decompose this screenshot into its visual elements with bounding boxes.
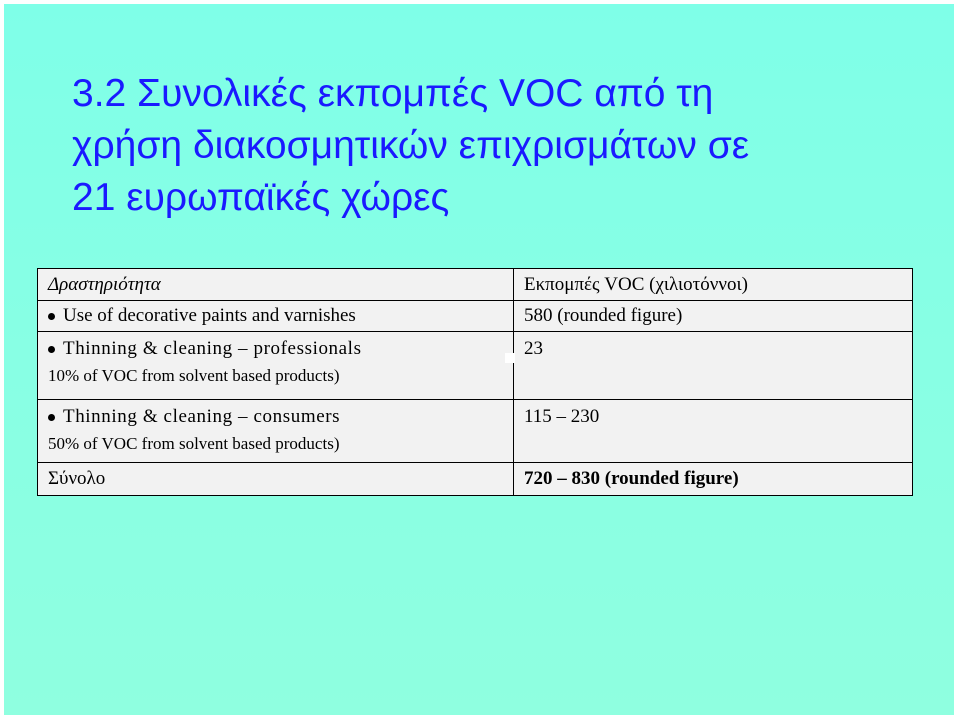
total-label: Σύνολο bbox=[38, 463, 514, 496]
table-header-row bbox=[38, 269, 913, 301]
header-activity: Δραστηριότητα bbox=[38, 269, 514, 301]
total-value: 720 – 830 (rounded figure) bbox=[514, 463, 913, 496]
voc-emissions-table bbox=[37, 268, 913, 496]
table-total-row bbox=[38, 463, 913, 496]
title-line-3: 21 ευρωπαϊκές χώρες bbox=[72, 176, 450, 219]
activity-note: 10% of VOC from solvent based products) bbox=[48, 366, 340, 385]
square-marker-icon bbox=[505, 353, 515, 363]
activity-label: Thinning & cleaning – professionals bbox=[63, 338, 362, 359]
bullet-dot-icon bbox=[48, 313, 55, 320]
activity-cell bbox=[38, 332, 514, 400]
table-row bbox=[38, 400, 913, 463]
activity-label: Thinning & cleaning – consumers bbox=[63, 406, 341, 427]
activity-cell bbox=[38, 400, 514, 463]
table-row bbox=[38, 301, 913, 332]
title-line-2: χρήση διακοσμητικών επιχρισμάτων σε bbox=[72, 124, 750, 167]
header-emissions: Εκπομπές VOC (χιλιοτόννοι) bbox=[514, 269, 913, 301]
value-cell: 23 bbox=[514, 332, 913, 400]
value-cell: 580 (rounded figure) bbox=[514, 301, 913, 332]
activity-note: 50% of VOC from solvent based products) bbox=[48, 434, 340, 453]
value-cell: 115 – 230 bbox=[514, 400, 913, 463]
activity-cell bbox=[38, 301, 514, 332]
bullet-dot-icon bbox=[48, 346, 55, 353]
bullet-dot-icon bbox=[48, 414, 55, 421]
slide-title bbox=[72, 68, 932, 224]
title-line-1: 3.2 Συνολικές εκπομπές VOC από τη bbox=[72, 72, 714, 115]
table-row bbox=[38, 332, 913, 400]
activity-label: Use of decorative paints and varnishes bbox=[63, 305, 356, 326]
